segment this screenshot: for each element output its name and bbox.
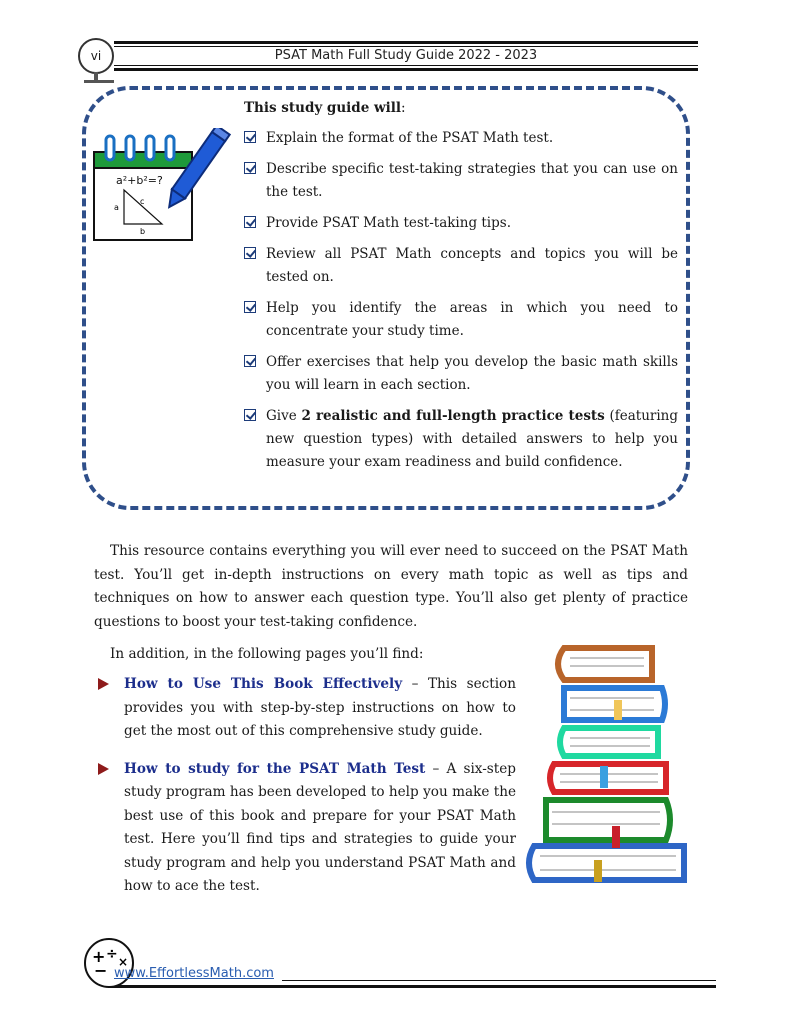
running-title: PSAT Math Full Study Guide 2022 - 2023: [274, 48, 538, 63]
badge-base: [84, 80, 114, 83]
study-guide-list: [244, 97, 678, 482]
checkbox-icon: [244, 355, 256, 367]
guide-item: Give 2 realistic and full-length practice tests (featuring new question types) with detailed answers to help you measure your exam readiness and build confidence.: [244, 405, 678, 474]
feature-item: How to Use This Book Effectively – This section provides you with step-by-step instructions on how to get the most out of this comprehensive study guide.: [96, 673, 516, 744]
guide-item: Review all PSAT Math concepts and topics you will be tested on.: [244, 243, 678, 289]
formula-text: a²+b²=?: [116, 174, 163, 187]
checkbox-icon: [244, 131, 256, 143]
page-footer: [82, 936, 716, 996]
guide-item: Explain the format of the PSAT Math test.: [244, 127, 678, 150]
arrow-bullet-icon: [98, 678, 109, 690]
svg-text:×: ×: [118, 955, 129, 969]
svg-text:a: a: [114, 203, 119, 212]
header-rule-top: [114, 41, 698, 44]
svg-text:c: c: [140, 197, 145, 206]
page-number: vi: [90, 49, 102, 63]
checkbox-icon: [244, 409, 256, 421]
svg-text:b: b: [140, 227, 146, 236]
header-rule-bottom-thin: [114, 65, 698, 66]
page-header: [78, 38, 698, 74]
intro-paragraph: This resource contains everything you will ever need to succeed on the PSAT Math test. You’ll get in-depth instructions on every math topic as well as tips and techniques on how to answer each question type. You’ll also get plenty of practice questions to boost your test-taking confidence.: [94, 543, 688, 630]
website-link[interactable]: www.EffortlessMath.com: [114, 966, 274, 981]
svg-text:+: +: [92, 947, 106, 966]
arrow-bullet-icon: [98, 763, 109, 775]
svg-text:−: −: [94, 961, 108, 980]
addition-text: In addition, in the following pages you’ll find:: [110, 646, 424, 662]
checkbox-icon: [244, 162, 256, 174]
checkbox-icon: [244, 216, 256, 228]
checkbox-icon: [244, 301, 256, 313]
guide-item: Offer exercises that help you develop the basic math skills you will learn in each section.: [244, 351, 678, 397]
page-number-badge: [78, 38, 114, 74]
clipboard-pencil-icon: [92, 128, 252, 246]
svg-text:÷: ÷: [106, 946, 118, 962]
feature-item: How to study for the PSAT Math Test – A six-step study program has been developed to help you make the best use of this book and prepare for your PSAT Math test. Here you’ll find tips and strategies to guide your study program and help you understand PSAT Math and how to ace the test.: [96, 758, 516, 899]
guide-heading: This study guide will:: [244, 100, 406, 116]
header-rule-top-thin: [114, 46, 698, 47]
guide-item: Help you identify the areas in which you need to concentrate your study time.: [244, 297, 678, 343]
guide-item: Provide PSAT Math test-taking tips.: [244, 212, 678, 235]
header-rule-bottom: [114, 68, 698, 71]
footer-rule-thick: [108, 985, 716, 988]
badge-stand: [94, 72, 98, 80]
guide-item: Describe specific test-taking strategies that you can use on the test.: [244, 158, 678, 204]
footer-rule-thin: [282, 980, 716, 981]
feature-list: [96, 673, 516, 913]
book-stack-icon: [524, 640, 690, 890]
checkbox-icon: [244, 247, 256, 259]
